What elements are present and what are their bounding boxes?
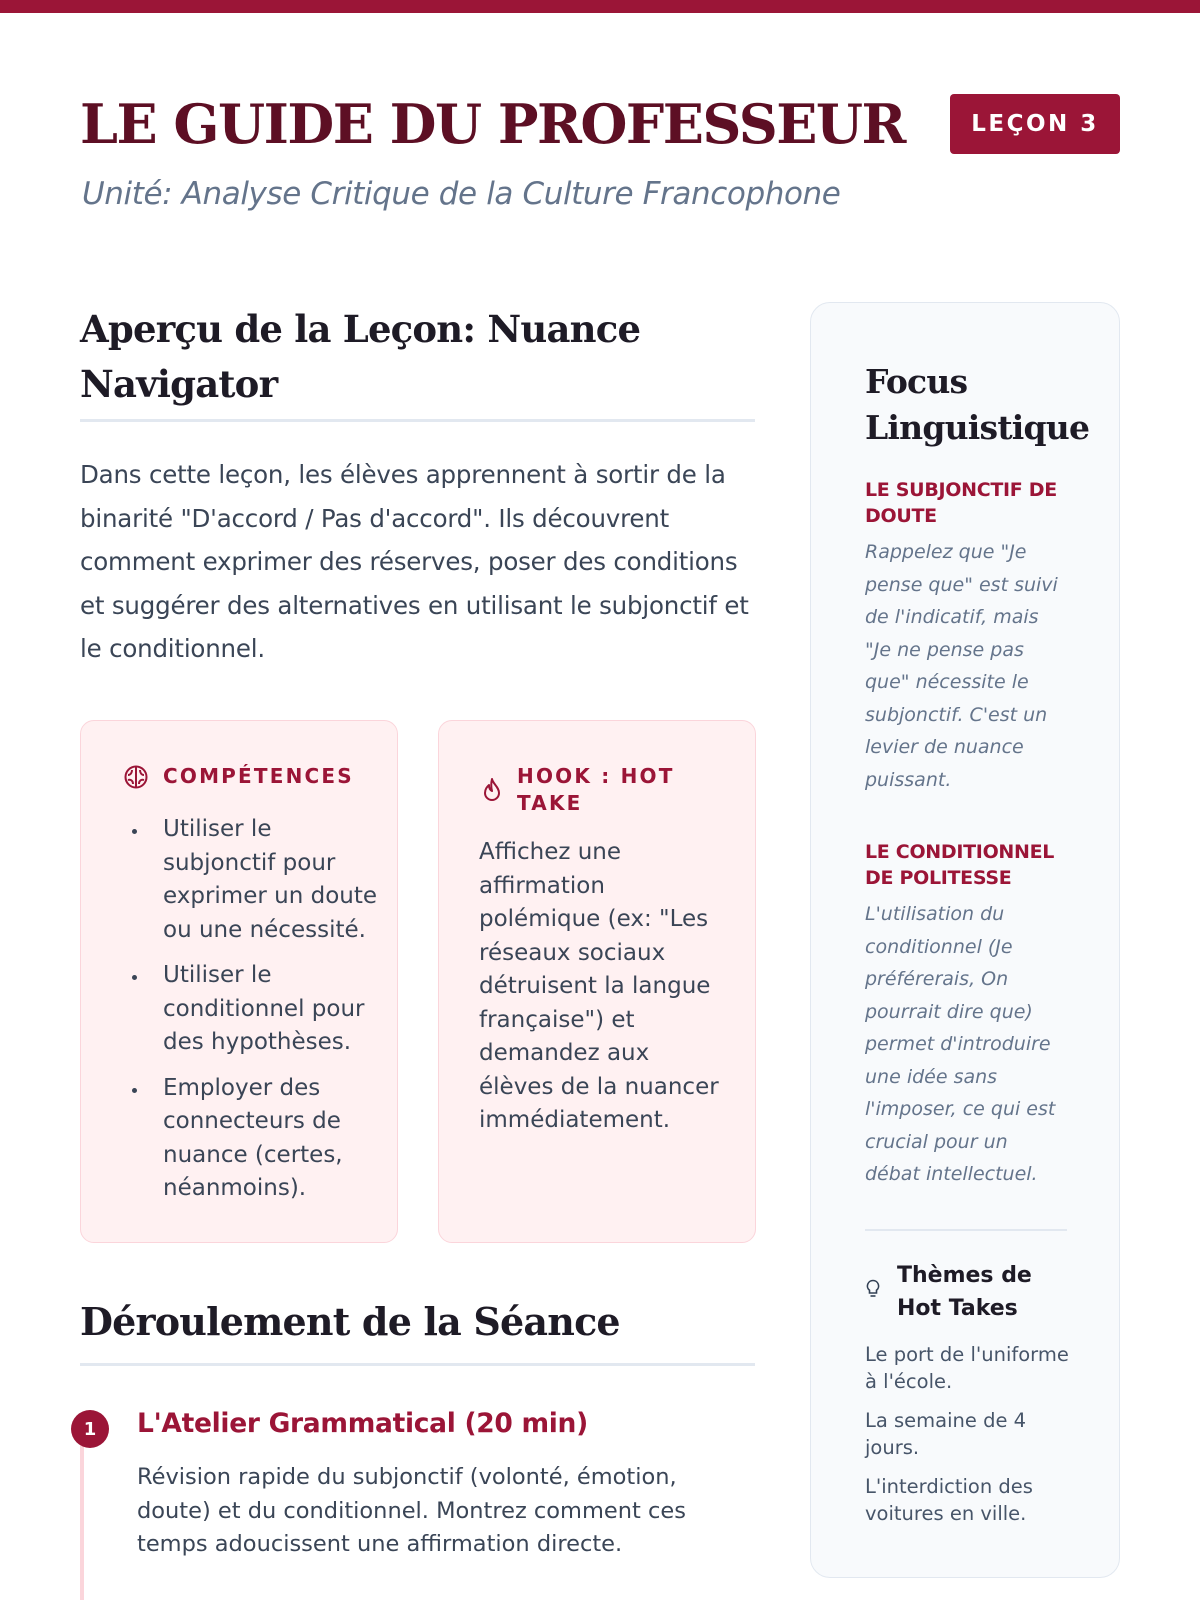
session-divider [80,1363,755,1366]
hook-card [438,720,756,1243]
flame-icon [481,777,503,803]
session-title: Déroulement de la Séance [80,1299,620,1344]
themes-title: Thèmes de Hot Takes [897,1263,1032,1321]
unit-subtitle: Unité: Analyse Critique de la Culture Francophone [82,176,841,212]
step-number: 1 [71,1410,109,1448]
skills-card-title: COMPÉTENCES [163,764,354,788]
page-title: LE GUIDE DU PROFESSEUR [80,92,905,156]
sidebar-title: Focus Linguistique [865,362,1090,447]
sidebar-divider [865,1229,1067,1231]
skills-list [123,813,389,1218]
hook-card-text: Affichez une affirmation polémique (ex: "Les réseaux sociaux détruisent la langue française") et demandez aux élèves de la nuancer immédiatement. [479,839,719,1133]
lesson-badge: LEÇON 3 [950,94,1120,154]
overview-text: Dans cette leçon, les élèves apprennent à sortir de la binarité "D'accord / Pas d'accord". Ils découvrent comment exprimer des réserves, poser des conditions et suggérer des alternatives en utilisant le subjonctif et le conditionnel. [80,460,749,663]
skill-item: • Utiliser le conditionnel pour des hypothèses. [149,959,389,1060]
skill-item: • Utiliser le subjonctif pour exprimer un doute ou une nécessité. [149,813,389,947]
step-text: Révision rapide du subjonctif (volonté, émotion, doute) et du conditionnel. Montrez comment ces temps adoucissent une affirmation directe. [137,1464,686,1557]
theme-item: L'interdiction des voitures en ville. [865,1475,1033,1525]
lightbulb-icon [865,1279,881,1299]
subjunctive-text: Rappelez que "Je pense que" est suivi de l'indicatif, mais "Je ne pense pas que" nécessite le subjonctif. C'est un levier de nuance puissant. [865,541,1058,791]
theme-item: La semaine de 4 jours. [865,1409,1027,1459]
hook-card-heading [481,763,721,817]
skill-item: • Employer des connecteurs de nuance (certes, néanmoins). [149,1072,389,1206]
brain-icon [123,764,149,790]
theme-item: Le port de l'uniforme à l'école. [865,1343,1069,1393]
overview-divider [80,419,755,422]
conditional-heading: LE CONDITIONNEL DE POLITESSE [865,841,1055,889]
subjunctive-heading: LE SUBJONCTIF DE DOUTE [865,479,1057,527]
linguistic-focus-sidebar [810,302,1120,1578]
themes-list [865,1341,1070,1539]
skills-card [80,720,398,1243]
step-title: L'Atelier Grammatical (20 min) [137,1408,588,1439]
top-accent-bar [0,0,1200,13]
timeline-line [80,1440,84,1600]
conditional-text: L'utilisation du conditionnel (Je préférerais, On pourrait dire que) permet d'introduire une idée sans l'imposer, ce qui est crucial pour un débat intellectuel. [865,903,1056,1185]
hook-card-title: HOOK : HOT TAKE [517,764,675,815]
skills-card-heading [123,763,354,790]
overview-title: Aperçu de la Leçon: Nuance Navigator [80,307,641,406]
